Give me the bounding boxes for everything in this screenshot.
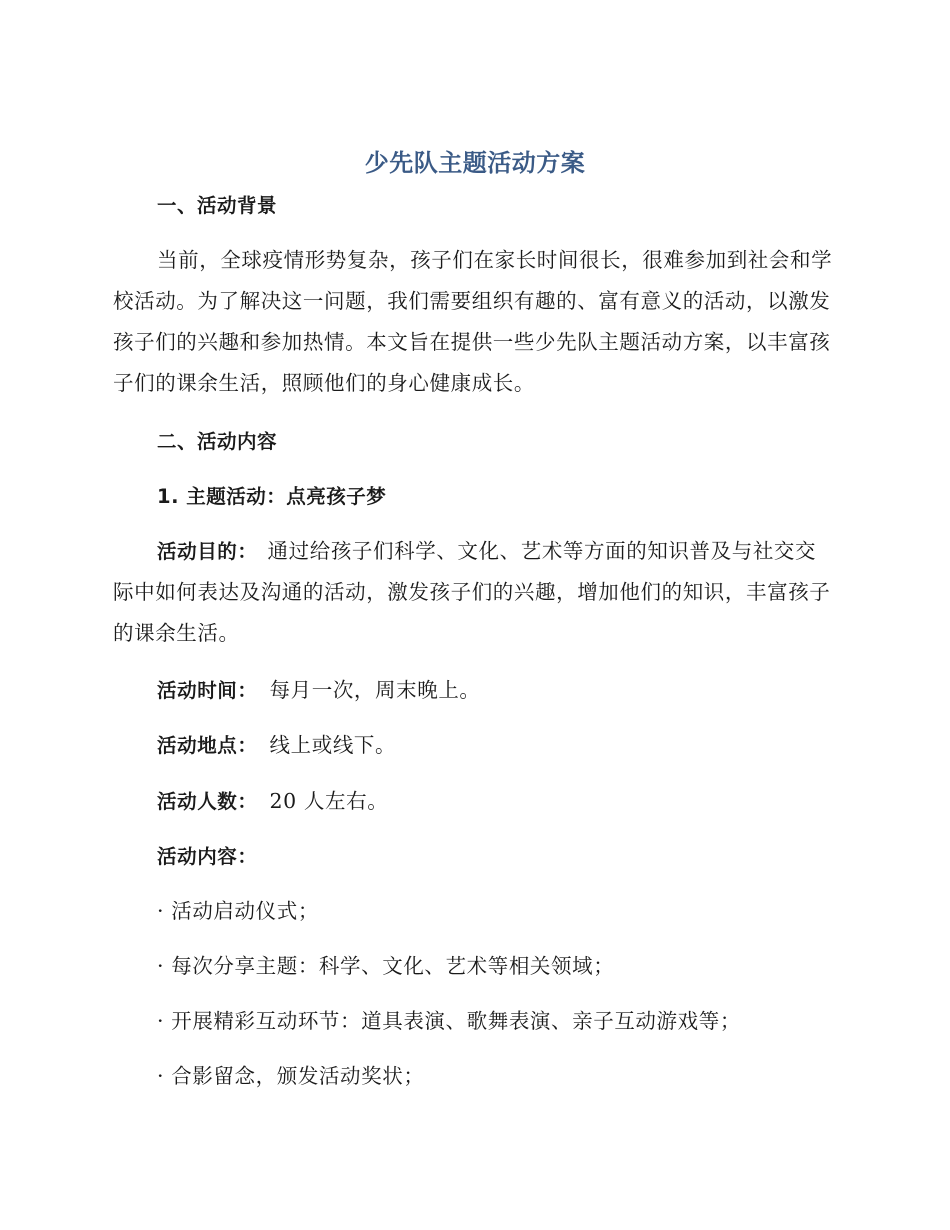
activity-count — [157, 786, 388, 817]
time-label: 活动时间： — [157, 679, 258, 702]
purpose-value: 通过给孩子们科学、文化、艺术等方面的知识普及与社交交际中如何表达及沟通的活动，激发孩子们的兴趣，增加他们的知识，丰富孩子的课余生活。 — [113, 539, 831, 645]
place-label: 活动地点： — [157, 734, 258, 757]
document-title: 少先队主题活动方案 — [364, 149, 586, 177]
count-label: 活动人数： — [157, 790, 258, 813]
list-item: · 开展精彩互动环节：道具表演、歌舞表演、亲子互动游戏等； — [157, 1009, 741, 1033]
activity-subheading: 1. 主题活动：点亮孩子梦 — [157, 485, 387, 508]
list-item: · 每次分享主题：科学、文化、艺术等相关领域； — [157, 954, 615, 978]
section-heading-background: 一、活动背景 — [157, 194, 278, 217]
count-value: 20 人左右。 — [269, 789, 389, 813]
purpose-label: 活动目的： — [157, 540, 258, 563]
content-label: 活动内容： — [157, 845, 258, 868]
activity-purpose — [113, 531, 835, 654]
activity-content-label — [157, 841, 258, 872]
section-heading-content: 二、活动内容 — [157, 430, 278, 453]
background-paragraph-text: 当前，全球疫情形势复杂，孩子们在家长时间很长，很难参加到社会和学校活动。为了解决这一问题，我们需要组织有趣的、富有意义的活动，以激发孩子们的兴趣和参加热情。本文旨在提供一些少先队主题活动方案，以丰富孩子们的课余生活，照顾他们的身心健康成长。 — [113, 248, 833, 395]
list-item: · 活动启动仪式； — [157, 899, 319, 923]
time-value: 每月一次，周末晚上。 — [269, 678, 481, 702]
list-item: · 合影留念，颁发活动奖状； — [157, 1064, 425, 1088]
place-value: 线上或线下。 — [269, 733, 397, 757]
activity-place — [157, 730, 396, 761]
background-paragraph — [113, 240, 835, 404]
activity-time — [157, 675, 481, 706]
